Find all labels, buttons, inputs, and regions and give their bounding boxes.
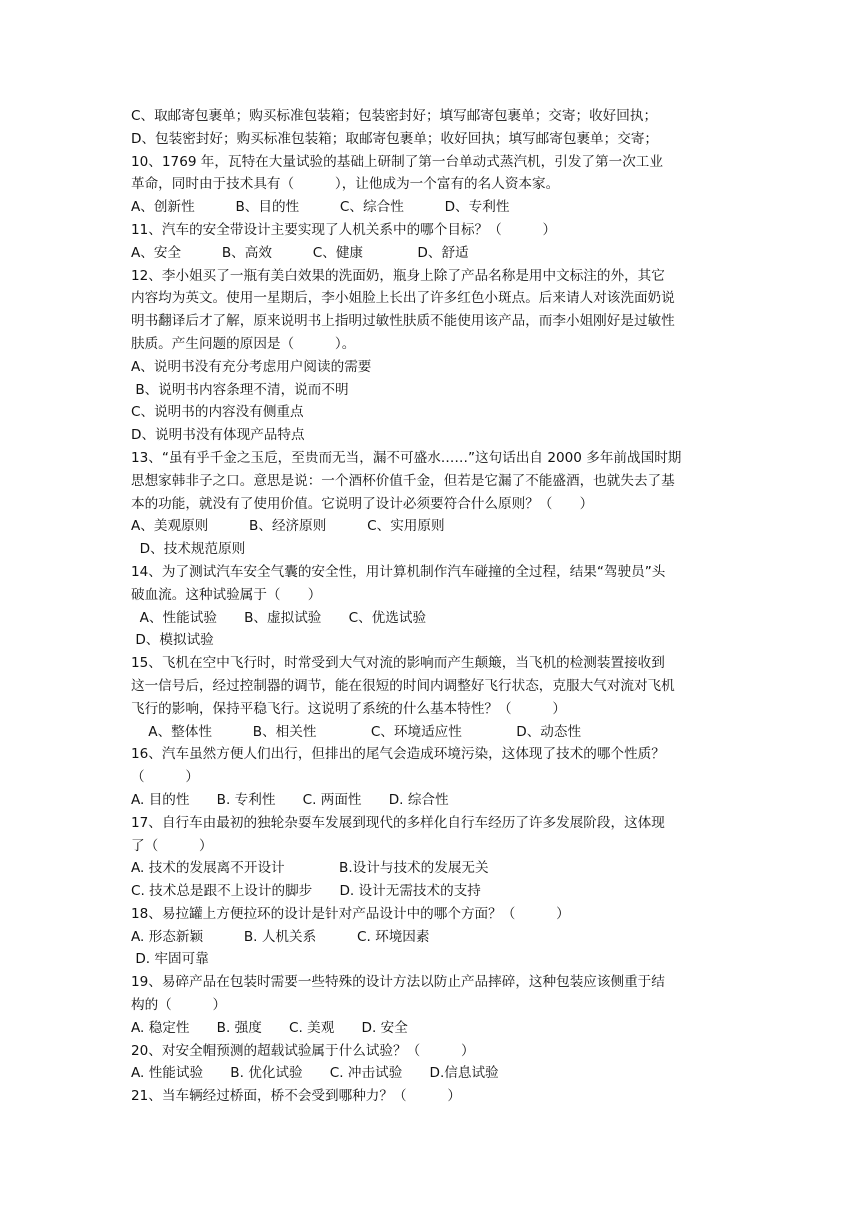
question-15-line-1: 15、飞机在空中飞行时，时常受到大气对流的影响而产生颠簸，当飞机的检测装置接收到 xyxy=(131,655,665,672)
question-12-option-c: C、说明书的内容没有侧重点 xyxy=(131,404,304,421)
question-18-option-d: D. 牢固可靠 xyxy=(131,951,209,968)
question-13-line-2: 思想家韩非子之口。意思是说：一个酒杯价值千金，但若是它漏了不能盛酒，也就失去了基 xyxy=(131,472,675,489)
question-13-option-d: D、技术规范原则 xyxy=(131,541,246,558)
question-16-options: A. 目的性 B. 专利性 C. 两面性 D. 综合性 xyxy=(131,791,449,808)
question-11-options: A、安全 B、高效 C、健康 D、舒适 xyxy=(131,244,469,261)
question-14-options-abc: A、性能试验 B、虚拟试验 C、优选试验 xyxy=(131,609,427,626)
question-10-options: A、创新性 B、目的性 C、综合性 D、专利性 xyxy=(131,199,510,216)
question-20-options: A. 性能试验 B. 优化试验 C. 冲击试验 D.信息试验 xyxy=(131,1065,499,1082)
question-11-line-1: 11、汽车的安全带设计主要实现了人机关系中的哪个目标？（ ） xyxy=(131,221,557,238)
question-17-line-1: 17、自行车由最初的独轮杂耍车发展到现代的多样化自行车经历了许多发展阶段，这体现 xyxy=(131,814,665,831)
question-12-line-4: 肤质。产生问题的原因是（ ）。 xyxy=(131,335,356,352)
question-15-options: A、整体性 B、相关性 C、环境适应性 D、动态性 xyxy=(131,723,582,740)
question-15-line-2: 这一信号后，经过控制器的调节，能在很短的时间内调整好飞行状态，克服大气对流对飞机 xyxy=(131,677,675,694)
question-19-line-2: 构的（ ） xyxy=(131,997,227,1014)
question-20-line-1: 20、对安全帽预测的超载试验属于什么试验？（ ） xyxy=(131,1042,475,1059)
question-17-line-2: 了（ ） xyxy=(131,837,213,854)
question-12-line-1: 12、李小姐买了一瓶有美白效果的洗面奶，瓶身上除了产品名称是用中文标注的外，其它 xyxy=(131,267,665,284)
question-21-line-1: 21、当车辆经过桥面，桥不会受到哪种力？（ ） xyxy=(131,1088,461,1105)
question-19-line-1: 19、易碎产品在包装时需要一些特殊的设计方法以防止产品摔碎，这种包装应该侧重于结 xyxy=(131,974,665,991)
question-17-options-ab: A. 技术的发展离不开设计 B.设计与技术的发展无关 xyxy=(131,860,489,877)
question-18-options-abc: A. 形态新颖 B. 人机关系 C. 环境因素 xyxy=(131,928,430,945)
question-17-options-cd: C. 技术总是跟不上设计的脚步 D. 设计无需技术的支持 xyxy=(131,883,481,900)
question-13-line-3: 本的功能，就没有了使用价值。它说明了设计必须要符合什么原则？（ ） xyxy=(131,495,594,512)
question-12-line-2: 内容均为英文。使用一星期后，李小姐脸上长出了许多红色小斑点。后来请人对该洗面奶说 xyxy=(131,290,675,307)
question-16-line-2: （ ） xyxy=(131,769,199,786)
question-14-line-1: 14、为了测试汽车安全气囊的安全性，用计算机制作汽车碰撞的全过程，结果“驾驶员”头 xyxy=(131,563,666,580)
question-10-line-2: 革命，同时由于技术具有（ ），让他成为一个富有的名人资本家。 xyxy=(131,176,560,193)
option-c-line: C、取邮寄包裹单；购买标准包装箱；包装密封好；填写邮寄包裹单；交寄；收好回执； xyxy=(131,108,658,124)
question-13-line-1: 13、“虽有乎千金之玉卮，至贵而无当，漏不可盛水……”这句话出自 2000 多年前战国时期 xyxy=(131,449,682,466)
question-12-line-3: 明书翻译后才了解，原来说明书上指明过敏性肤质不能使用该产品，而李小姐刚好是过敏性 xyxy=(131,313,675,330)
question-14-line-2: 破血流。这种试验属于（ ） xyxy=(131,586,322,603)
question-18-line-1: 18、易拉罐上方便拉环的设计是针对产品设计中的哪个方面？（ ） xyxy=(131,905,570,922)
question-14-option-d: D、模拟试验 xyxy=(131,632,214,649)
question-text-block xyxy=(131,105,741,1108)
question-16-line-1: 16、汽车虽然方便人们出行，但排出的尾气会造成环境污染，这体现了技术的哪个性质？ xyxy=(131,746,665,763)
question-12-option-a: A、说明书没有充分考虑用户阅读的需要 xyxy=(131,358,372,375)
question-13-options-abc: A、美观原则 B、经济原则 C、实用原则 xyxy=(131,518,445,535)
option-d-line: D、包装密封好；购买标准包装箱；取邮寄包裹单；收好回执；填写邮寄包裹单；交寄； xyxy=(131,130,659,147)
question-12-option-b: B、说明书内容条理不清，说而不明 xyxy=(131,381,349,398)
question-12-option-d: D、说明书没有体现产品特点 xyxy=(131,427,305,444)
question-10-line-1: 10、1769 年，瓦特在大量试验的基础上研制了第一台单动式蒸汽机，引发了第一次工业 xyxy=(131,153,663,170)
question-19-options: A. 稳定性 B. 强度 C. 美观 D. 安全 xyxy=(131,1019,408,1036)
question-15-line-3: 飞行的影响，保持平稳飞行。这说明了系统的什么基本特性？（ ） xyxy=(131,700,566,717)
